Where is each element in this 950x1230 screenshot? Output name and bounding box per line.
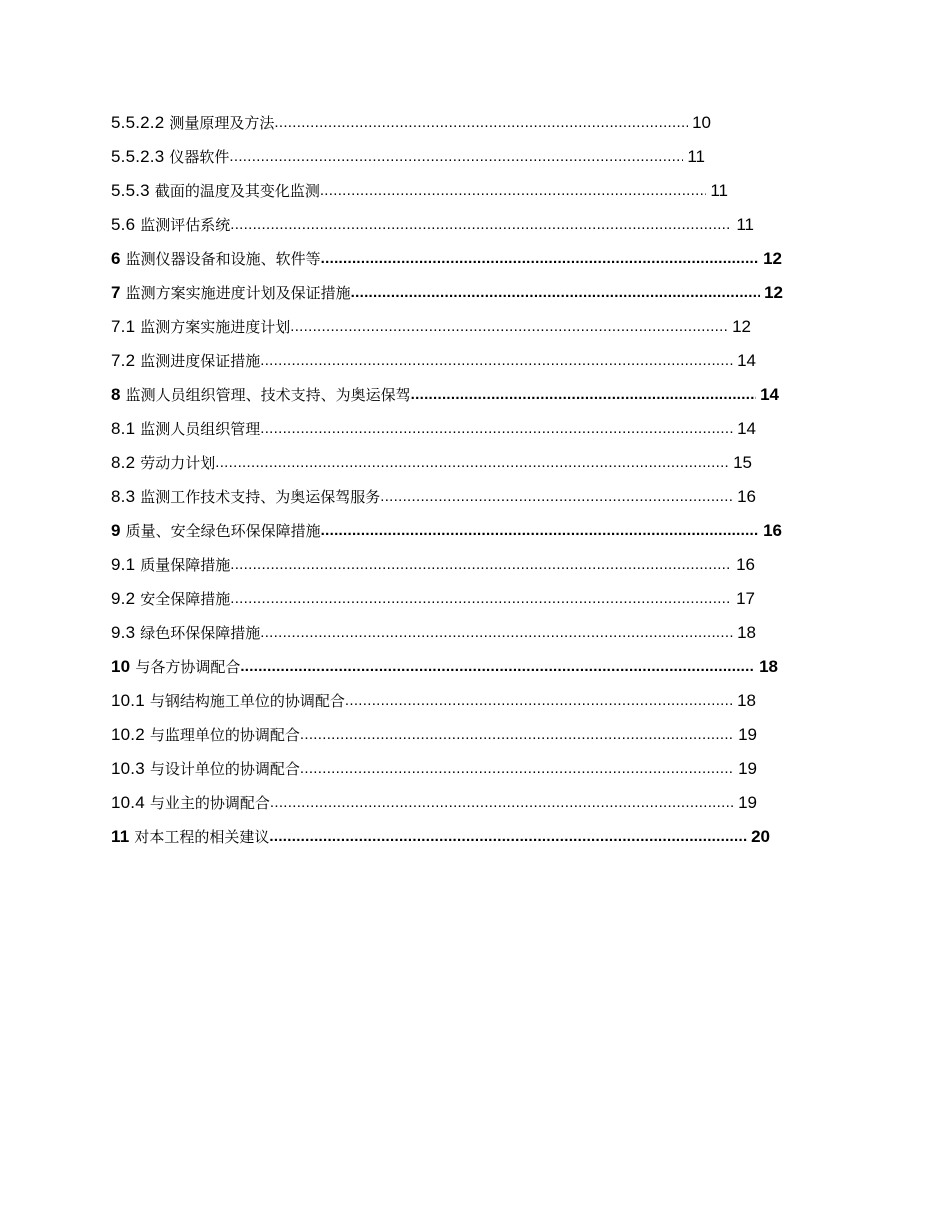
toc-entry-page: 19 [738,725,757,744]
toc-entry-page: 14 [737,419,756,438]
toc-leader-dots [230,553,732,577]
toc-entry-title: 与设计单位的协调配合 [149,760,300,778]
toc-entry-number: 8.3 [111,487,136,506]
toc-entry-title: 监测仪器设备和设施、软件等 [125,250,321,268]
table-of-contents [111,111,811,859]
toc-entry-title: 绿色环保保障措施 [140,624,261,642]
toc-leader-dots [290,315,728,339]
toc-entry-title: 对本工程的相关建议 [134,828,270,846]
toc-entry-number: 8.2 [111,453,136,472]
toc-entry-title: 监测人员组织管理、技术支持、为奥运保驾 [125,386,411,404]
toc-entry-title: 劳动力计划 [140,454,216,472]
toc-entry-10-2[interactable] [111,723,811,757]
toc-entry-number: 11 [111,827,130,846]
toc-leader-dots [411,383,756,407]
toc-entry-number: 10.3 [111,759,145,778]
toc-entry-page: 16 [737,487,756,506]
toc-entry-number: 5.5.3 [111,181,150,200]
toc-entry-number: 8.1 [111,419,136,438]
toc-entry-7-1[interactable] [111,315,811,349]
toc-entry-page: 12 [732,317,751,336]
toc-leader-dots [260,417,733,441]
toc-entry-title: 监测工作技术支持、为奥运保驾服务 [140,488,381,506]
toc-leader-dots [320,179,707,203]
toc-entry-title: 与钢结构施工单位的协调配合 [149,692,345,710]
toc-entry-title: 截面的温度及其变化监测 [154,182,320,200]
toc-entry-page: 12 [764,283,783,302]
toc-entry-5-6[interactable] [111,213,811,247]
toc-entry-title: 与监理单位的协调配合 [149,726,300,744]
toc-entry-title: 与各方协调配合 [135,658,241,676]
toc-leader-dots [215,451,729,475]
toc-leader-dots [269,825,747,849]
toc-entry-5-5-2-2[interactable] [111,111,811,145]
toc-leader-dots [260,349,733,373]
toc-entry-number: 9.2 [111,589,136,608]
toc-entry-number: 10 [111,657,131,676]
toc-entry-number: 10.2 [111,725,145,744]
toc-entry-9-3[interactable] [111,621,811,655]
toc-entry-page: 11 [736,215,754,234]
toc-entry-title: 仪器软件 [169,148,230,166]
toc-leader-dots [274,111,688,135]
toc-entry-number: 7.2 [111,351,136,370]
toc-entry-10[interactable] [111,655,811,689]
toc-entry-number: 5.5.2.3 [111,147,165,166]
toc-entry-page: 14 [737,351,756,370]
toc-leader-dots [300,757,734,781]
toc-entry-page: 18 [737,691,756,710]
toc-entry-9-2[interactable] [111,587,811,621]
toc-entry-11[interactable] [111,825,811,859]
toc-leader-dots [380,485,733,509]
toc-leader-dots [321,519,759,543]
toc-entry-page: 20 [751,827,770,846]
toc-entry-page: 16 [763,521,782,540]
toc-leader-dots [229,145,683,169]
toc-entry-title: 安全保障措施 [140,590,231,608]
toc-entry-7-2[interactable] [111,349,811,383]
toc-entry-9[interactable] [111,519,811,553]
toc-leader-dots [270,791,734,815]
toc-leader-dots [300,723,734,747]
toc-leader-dots [321,247,759,271]
toc-leader-dots [345,689,733,713]
toc-entry-page: 19 [738,793,757,812]
toc-entry-title: 监测方案实施进度计划 [140,318,291,336]
toc-entry-page: 17 [736,589,755,608]
toc-entry-number: 10.1 [111,691,145,710]
toc-entry-5-5-2-3[interactable] [111,145,811,179]
toc-entry-title: 监测人员组织管理 [140,420,261,438]
toc-entry-title: 质量、安全绿色环保保障措施 [125,522,321,540]
toc-entry-6[interactable] [111,247,811,281]
toc-entry-10-3[interactable] [111,757,811,791]
toc-entry-8-2[interactable] [111,451,811,485]
toc-entry-page: 10 [692,113,711,132]
toc-entry-number: 5.6 [111,215,136,234]
toc-entry-page: 15 [733,453,752,472]
toc-entry-8-3[interactable] [111,485,811,519]
toc-leader-dots [230,213,732,237]
toc-entry-title: 监测评估系统 [140,216,231,234]
toc-entry-number: 7 [111,283,121,302]
toc-leader-dots [240,655,755,679]
toc-entry-page: 18 [737,623,756,642]
toc-entry-number: 6 [111,249,121,268]
toc-entry-number: 9 [111,521,121,540]
toc-entry-number: 9.3 [111,623,136,642]
toc-entry-number: 5.5.2.2 [111,113,165,132]
toc-entry-number: 8 [111,385,121,404]
toc-entry-page: 16 [736,555,755,574]
toc-entry-9-1[interactable] [111,553,811,587]
toc-entry-page: 12 [763,249,782,268]
toc-entry-5-5-3[interactable] [111,179,811,213]
toc-entry-title: 监测方案实施进度计划及保证措施 [125,284,351,302]
toc-entry-page: 11 [687,147,705,166]
toc-entry-title: 测量原理及方法 [169,114,275,132]
toc-entry-page: 19 [738,759,757,778]
toc-entry-page: 14 [760,385,779,404]
toc-entry-10-4[interactable] [111,791,811,825]
toc-entry-7[interactable] [111,281,811,315]
toc-entry-page: 18 [759,657,778,676]
toc-entry-title: 质量保障措施 [140,556,231,574]
toc-entry-number: 7.1 [111,317,136,336]
toc-entry-title: 监测进度保证措施 [140,352,261,370]
toc-entry-number: 9.1 [111,555,136,574]
toc-entry-page: 11 [710,181,728,200]
toc-entry-8[interactable] [111,383,811,417]
toc-entry-number: 10.4 [111,793,145,812]
toc-entry-10-1[interactable] [111,689,811,723]
toc-entry-8-1[interactable] [111,417,811,451]
toc-leader-dots [230,587,732,611]
toc-entry-title: 与业主的协调配合 [149,794,270,812]
toc-leader-dots [260,621,733,645]
toc-leader-dots [351,281,760,305]
